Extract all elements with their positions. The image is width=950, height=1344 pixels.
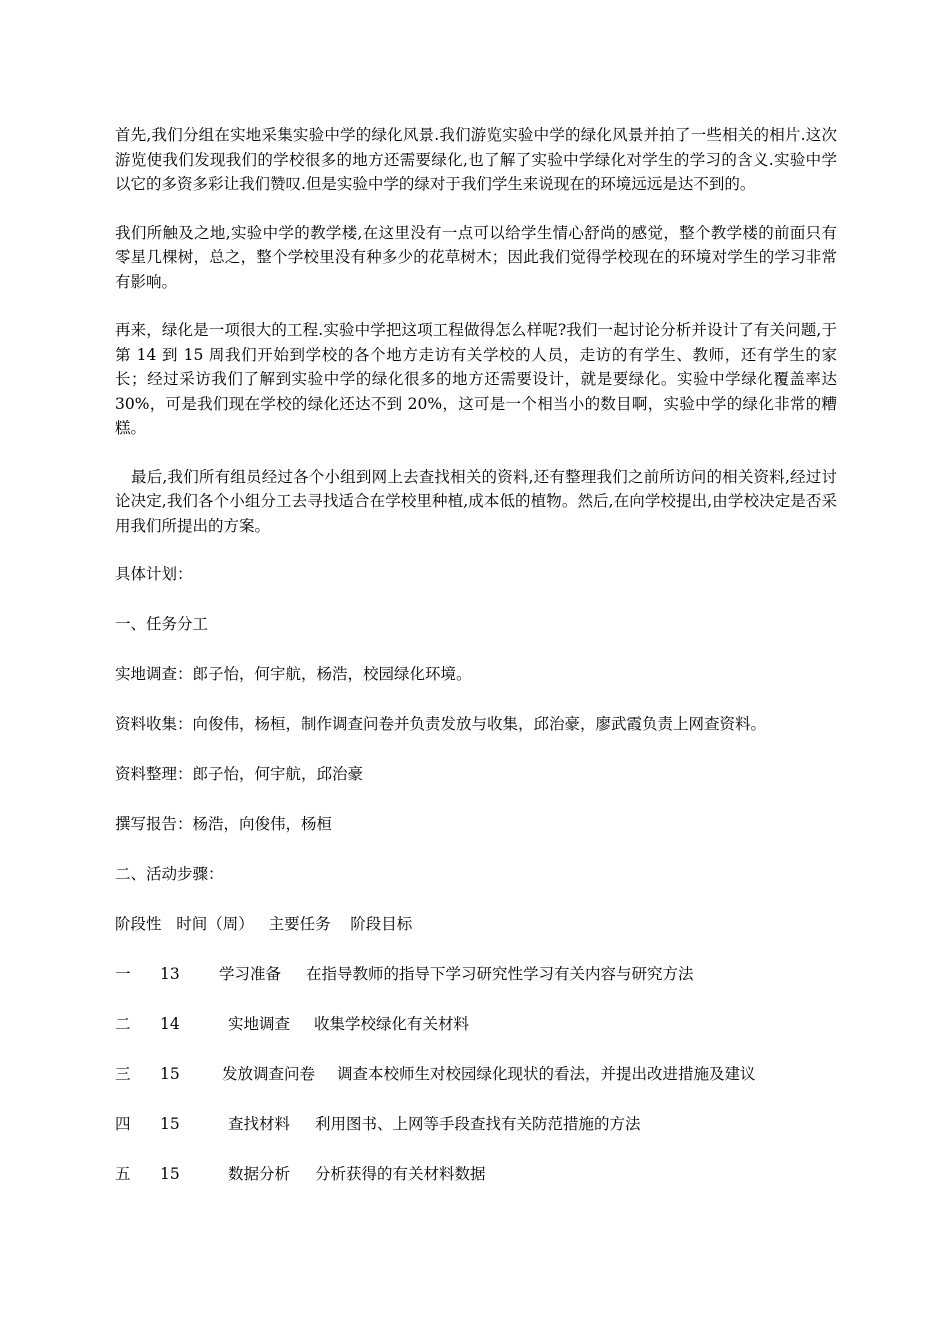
task-data-collection: 资料收集：向俊伟，杨桓，制作调查问卷并负责发放与收集，邱治豪，廖武霞负责上网查资料。 bbox=[115, 715, 767, 733]
step-goal: 分析获得的有关材料数据 bbox=[315, 1165, 486, 1183]
task-data-organization: 资料整理：郎子怡，何宇航，邱治豪 bbox=[115, 765, 364, 783]
step-phase: 四 bbox=[115, 1115, 131, 1133]
plan-heading: 具体计划： bbox=[115, 565, 193, 583]
step-goal: 在指导教师的指导下学习研究性学习有关内容与研究方法 bbox=[306, 965, 694, 983]
section-activity-steps-heading: 二、活动步骤： bbox=[115, 865, 224, 883]
step-row bbox=[115, 962, 837, 987]
steps-table-header: 阶段性 时间（周） 主要任务 阶段目标 bbox=[115, 915, 413, 933]
step-row bbox=[115, 1012, 837, 1037]
step-goal: 收集学校绿化有关材料 bbox=[314, 1015, 470, 1033]
section-task-division-heading: 一、任务分工 bbox=[115, 615, 209, 633]
task-report-writing: 撰写报告：杨浩，向俊伟，杨桓 bbox=[115, 815, 333, 833]
step-task: 查找材料 bbox=[228, 1115, 291, 1133]
step-row bbox=[115, 1062, 837, 1087]
step-task: 学习准备 bbox=[219, 965, 282, 983]
step-week: 15 bbox=[160, 1115, 180, 1133]
paragraph-intro: 首先,我们分组在实地采集实验中学的绿化风景.我们游览实验中学的绿化风景并拍了一些相关的相片.这次游览使我们发现我们的学校很多的地方还需要绿化,也了解了实验中学绿化对学生的学习的含义.实验中学以它的多资多彩让我们赞叹.但是实验中学的绿对于我们学生来说现在的环境远远是达不到的。 bbox=[115, 126, 837, 193]
paragraph-conclusion: 最后,我们所有组员经过各个小组到网上去查找相关的资料,还有整理我们之前所访问的相关资料,经过讨论决定,我们各个小组分工去寻找适合在学校里种植,成本低的植物。然后,在向学校提出,由学校决定是否采用我们所提出的方案。 bbox=[115, 467, 837, 535]
document-page bbox=[115, 123, 837, 1187]
step-phase: 三 bbox=[115, 1065, 131, 1083]
step-row bbox=[115, 1162, 837, 1187]
step-goal: 调查本校师生对校园绿化现状的看法，并提出改进措施及建议 bbox=[337, 1065, 756, 1083]
step-week: 14 bbox=[160, 1015, 180, 1033]
step-week: 15 bbox=[160, 1065, 180, 1083]
step-phase: 一 bbox=[115, 965, 131, 983]
step-row bbox=[115, 1112, 837, 1137]
step-task: 数据分析 bbox=[228, 1165, 291, 1183]
step-week: 13 bbox=[160, 965, 180, 983]
step-goal: 利用图书、上网等手段查找有关防范措施的方法 bbox=[315, 1115, 641, 1133]
step-task: 发放调查问卷 bbox=[222, 1065, 316, 1083]
step-phase: 五 bbox=[115, 1165, 131, 1183]
task-field-survey: 实地调查：郎子怡，何宇航，杨浩，校园绿化环境。 bbox=[115, 665, 472, 683]
paragraph-building: 我们所触及之地,实验中学的教学楼,在这里没有一点可以给学生情心舒尚的感觉，整个教学楼的前面只有零星几棵树，总之，整个学校里没有种多少的花草树木；因此我们觉得学校现在的环境对学生的学习非常有影响。 bbox=[115, 223, 837, 291]
step-task: 实地调查 bbox=[228, 1015, 291, 1033]
step-phase: 二 bbox=[115, 1015, 131, 1033]
step-week: 15 bbox=[160, 1165, 180, 1183]
paragraph-survey: 再来，绿化是一项很大的工程.实验中学把这项工程做得怎么样呢?我们一起讨论分析并设计了有关问题,于第 14 到 15 周我们开始到学校的各个地方走访有关学校的人员，走访的有学生、教师，还有学生的家长；经过采访我们了解到实验中学的绿化很多的地方还需要设计，就是要绿化。实验中学绿化覆盖率达 30%，可是我们现在学校的绿化还达不到 20%，这可是一个相当小的数目啊，实验中学的绿化非常的糟糕。 bbox=[115, 321, 837, 437]
